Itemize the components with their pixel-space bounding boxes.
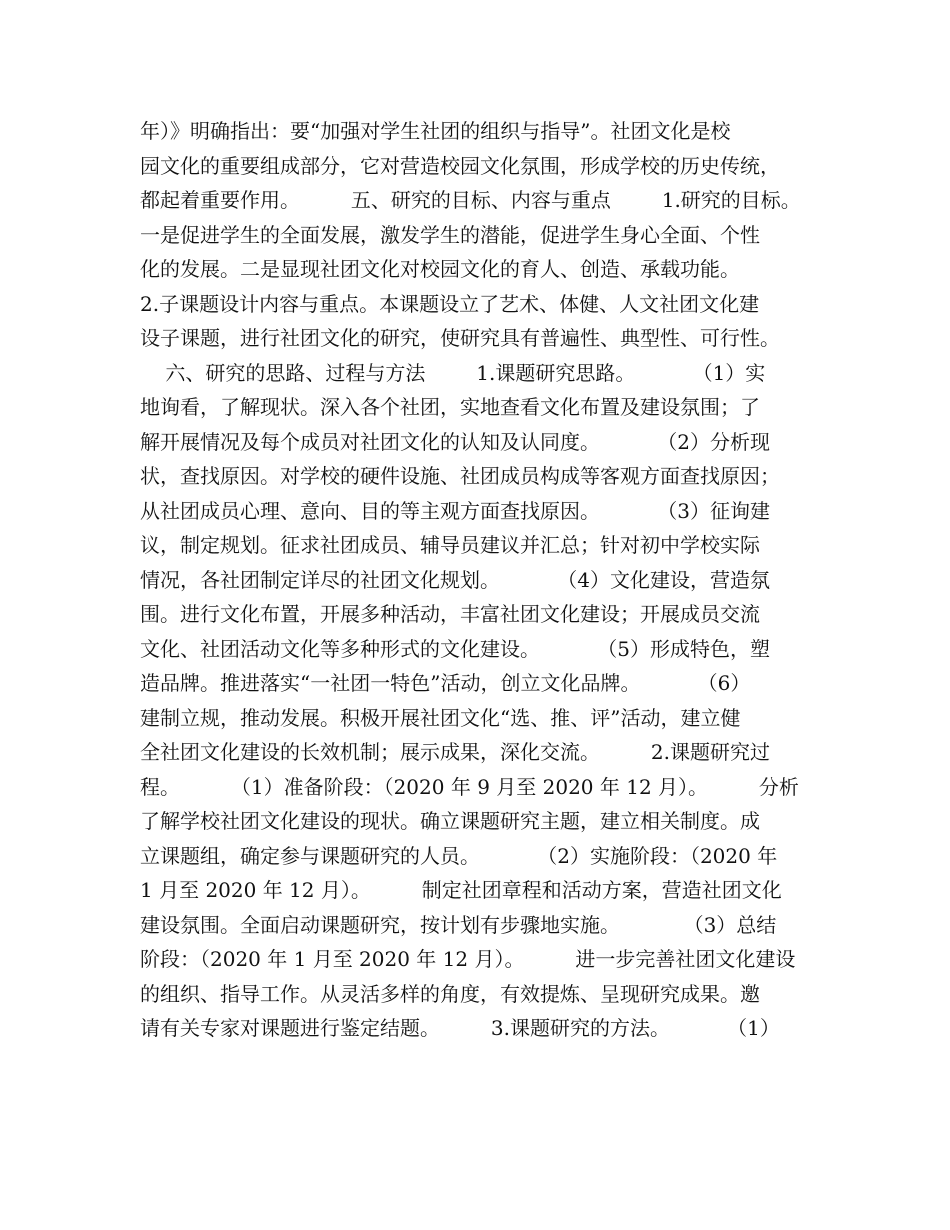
text-line: 建设氛围。全面启动课题研究，按计划有步骤地实施。 （3）总结 [140,912,777,937]
text-line: 一是促进学生的全面发展，激发学生的潜能，促进学生身心全面、个性 [140,222,760,247]
text-line: 围。进行文化布置，开展多种活动，丰富社团文化建设；开展成员交流 [140,602,760,626]
text-line: 化的发展。二是显现社团文化对校园文化的育人、创造、承载功能。 [140,257,740,281]
text-line: 都起着重要作用。 五、研究的目标、内容与重点 1.研究的目标。 [140,188,801,212]
text-line: 年）》明确指出：要“加强对学生社团的组织与指导”。社团文化是校 [140,119,731,143]
text-line: 状，查找原因。对学校的硬件设施、社团成员构成等客观方面查找原因； [140,464,780,488]
text-line: 1 月至 2020 年 12 月）。 制定社团章程和活动方案，营造社团文化 [140,878,782,902]
text-line: 的组织、指导工作。从灵活多样的角度，有效提炼、呈现研究成果。邀 [140,981,760,1006]
text-line: 文化、社团活动文化等多种形式的文化建设。 （5）形成特色，塑 [140,636,770,661]
text-line: 程。 （1）准备阶段：（2020 年 9 月至 2020 年 12 月）。 分析 [140,774,799,799]
text-line: 情况，各社团制定详尽的社团文化规划。 （4）文化建设，营造氛 [140,567,770,592]
body-text [140,114,820,1046]
text-line: 2.子课题设计内容与重点。本课题设立了艺术、体健、人文社团文化建 [140,291,760,316]
text-line: 了解学校社团文化建设的现状。确立课题研究主题，建立相关制度。成 [140,809,760,833]
text-line: 建制立规，推动发展。积极开展社团文化“选、推、评”活动，建立健 [140,705,741,730]
text-line: 从社团成员心理、意向、目的等主观方面查找原因。 （3）征询建 [140,498,770,523]
text-line: 园文化的重要组成部分，它对营造校园文化氛围，形成学校的历史传统， [140,153,780,178]
text-line: 议，制定规划。征求社团成员、辅导员建议并汇总；针对初中学校实际 [140,533,760,557]
text-line: 阶段：（2020 年 1 月至 2020 年 12 月）。 进一步完善社团文化建设 [140,947,796,971]
text-line: 解开展情况及每个成员对社团文化的认知及认同度。 （2）分析现 [140,429,770,454]
text-line: 全社团文化建设的长效机制；展示成果，深化交流。 2.课题研究过 [140,740,770,764]
text-line: 地询看，了解现状。深入各个社团，实地查看文化布置及建设氛围；了 [140,395,760,419]
text-line: 设子课题，进行社团文化的研究，使研究具有普遍性、典型性、可行性。 [140,326,780,350]
text-line: 立课题组，确定参与课题研究的人员。 （2）实施阶段：（2020 年 [140,843,778,868]
text-line: 造品牌。推进落实“一社团一特色”活动，创立文化品牌。 （6） [140,671,751,695]
text-line: 请有关专家对课题进行鉴定结题。 3.课题研究的方法。 （1） [140,1016,780,1040]
text-line: 六、研究的思路、过程与方法 1.课题研究思路。 （1）实 [140,360,766,385]
